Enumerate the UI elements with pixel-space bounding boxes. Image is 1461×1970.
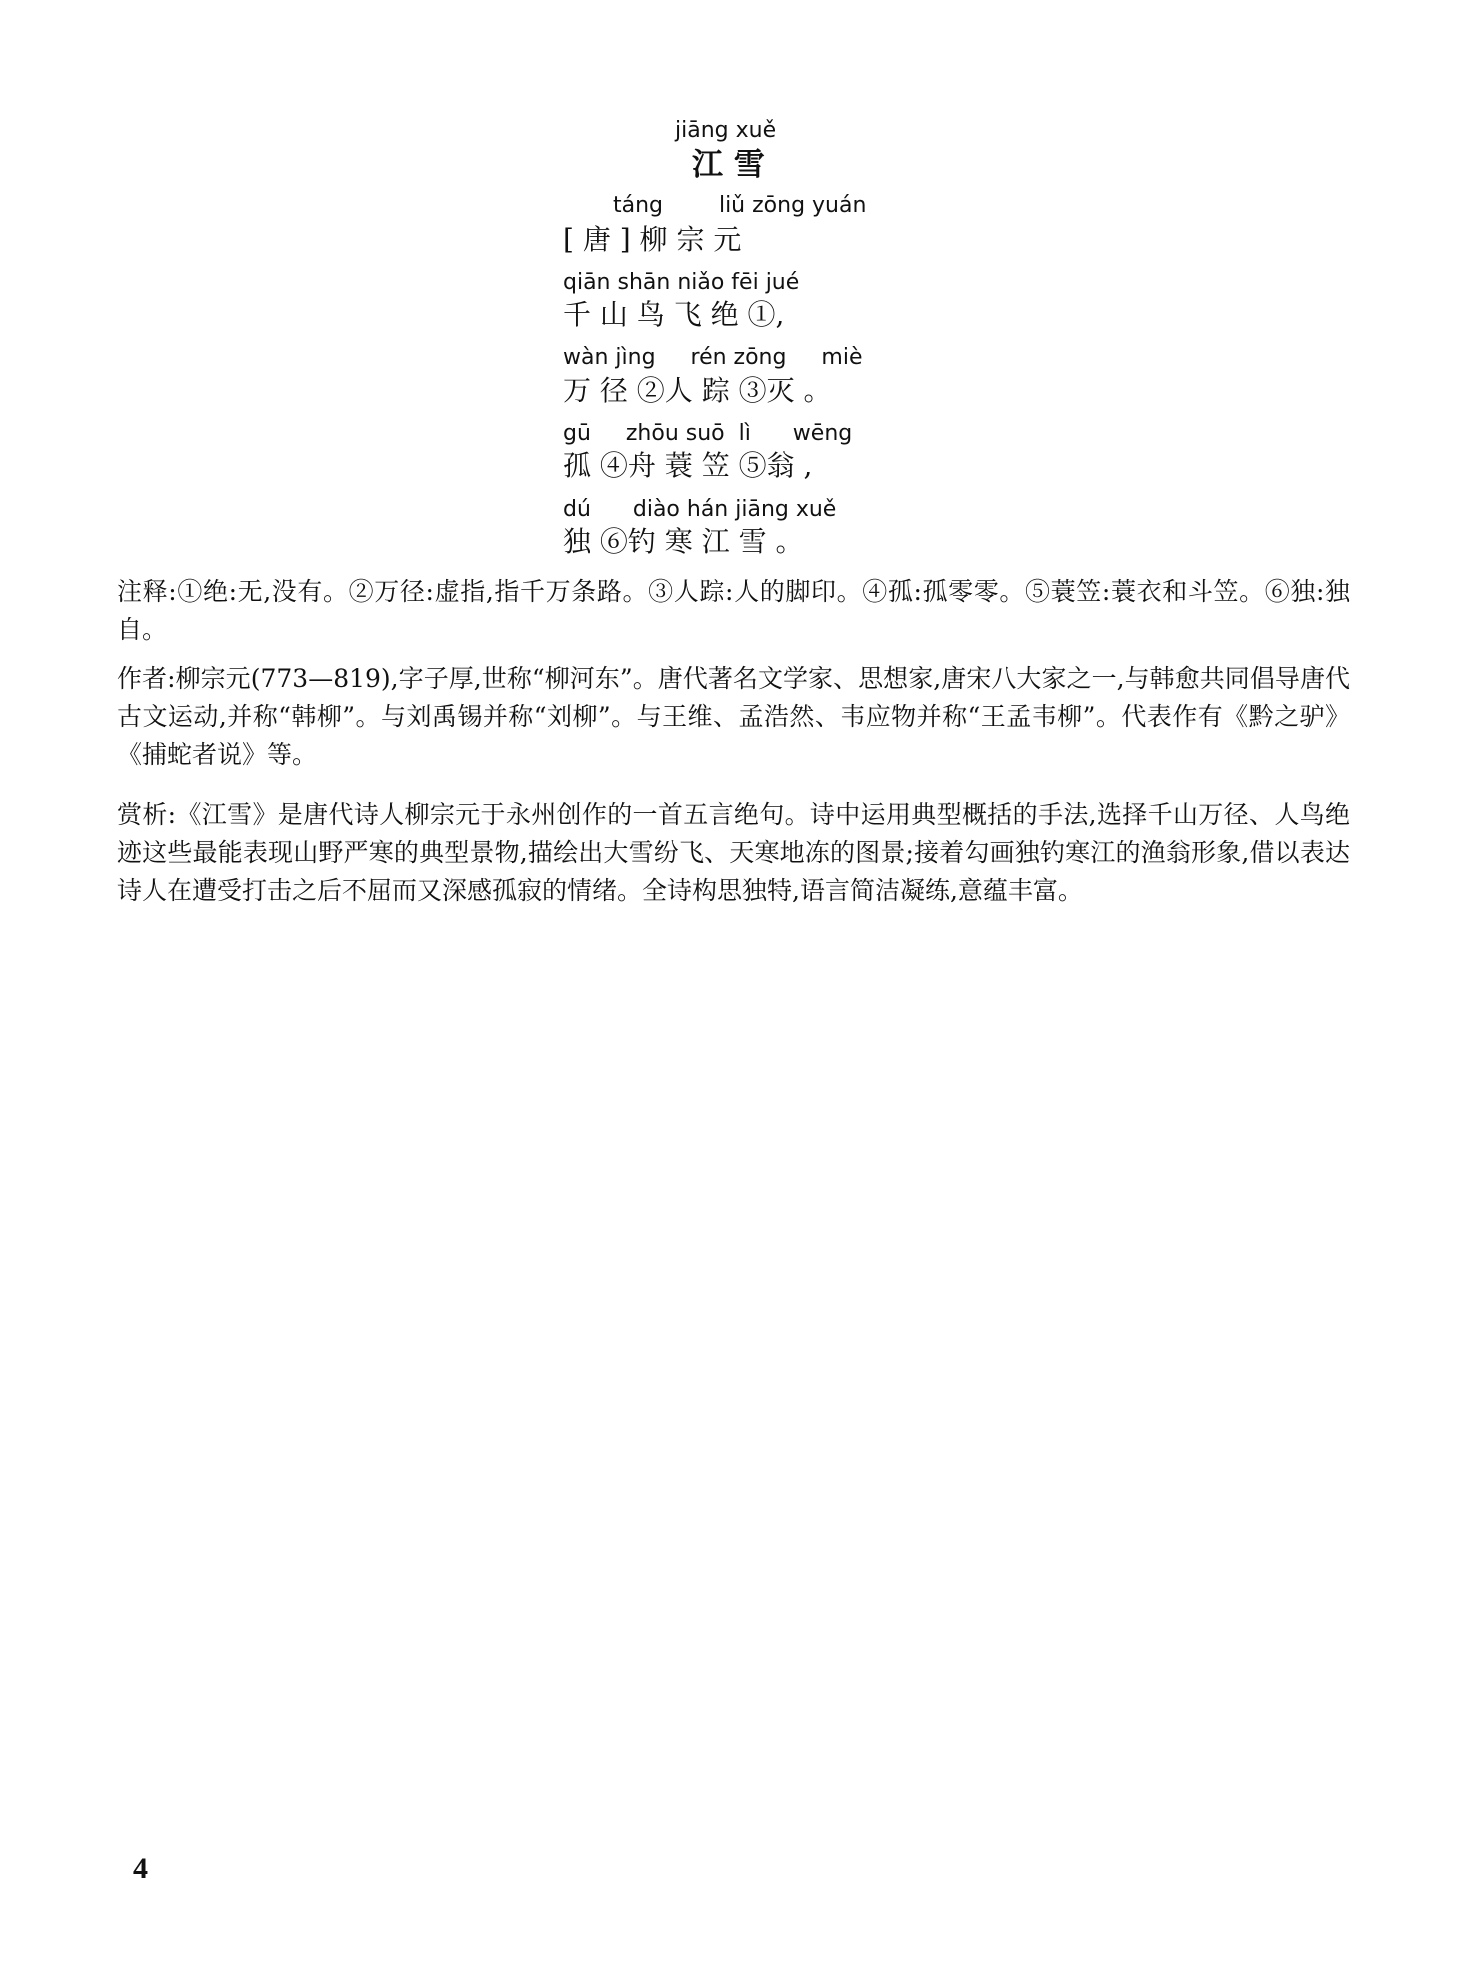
appreciation-label: 赏析: [117, 800, 177, 829]
poem-line-pinyin: gū zhōu suō lì wēng [563, 421, 853, 446]
author-paragraph [117, 660, 1350, 774]
author-line: [ 唐 ] 柳 宗 元 [563, 223, 742, 256]
poem-title: 江 雪 [692, 147, 765, 183]
title-pinyin: jiāng xuě [675, 118, 777, 143]
poem-line-pinyin: wàn jìng rén zōng miè [563, 345, 863, 370]
poem-line-text: 万 径 ②人 踪 ③灭 。 [563, 374, 832, 407]
notes-text: ①绝:无,没有。②万径:虚指,指千万条路。③人踪:人的脚印。④孤:孤零零。⑤蓑笠:蓑衣和斗笠。⑥独:独自。 [117, 577, 1350, 644]
notes-label: 注释: [117, 577, 177, 606]
author-label: 作者: [117, 664, 176, 693]
author-pinyin: táng liǔ zōng yuán [613, 193, 867, 218]
poem-line-text: 千 山 鸟 飞 绝 ①, [563, 298, 785, 331]
poem-line-text: 独 ⑥钓 寒 江 雪 。 [563, 525, 804, 558]
page-number: 4 [133, 1852, 148, 1885]
author-text: 柳宗元(773—819),字子厚,世称“柳河东”。唐代著名文学家、思想家,唐宋八大家之一,与韩愈共同倡导唐代古文运动,并称“韩柳”。与刘禹锡并称“刘柳”。与王维、孟浩然、韦应物并称“王孟韦柳”。代表作有《黔之驴》《捕蛇者说》等。 [117, 664, 1350, 769]
poem-line-pinyin: dú diào hán jiāng xuě [563, 497, 837, 522]
notes-paragraph [117, 573, 1350, 649]
poem-line-text: 孤 ④舟 蓑 笠 ⑤翁 , [563, 449, 813, 482]
appreciation-text: 《江雪》是唐代诗人柳宗元于永州创作的一首五言绝句。诗中运用典型概括的手法,选择千山万径、人鸟绝迹这些最能表现山野严寒的典型景物,描绘出大雪纷飞、天寒地冻的图景;接着勾画独钓寒江的渔翁形象,借以表达诗人在遭受打击之后不屈而又深感孤寂的情绪。全诗构思独特,语言简洁凝练,意蕴丰富。 [117, 800, 1350, 905]
poem-line-pinyin: qiān shān niǎo fēi jué [563, 270, 800, 295]
appreciation-paragraph [117, 796, 1350, 910]
